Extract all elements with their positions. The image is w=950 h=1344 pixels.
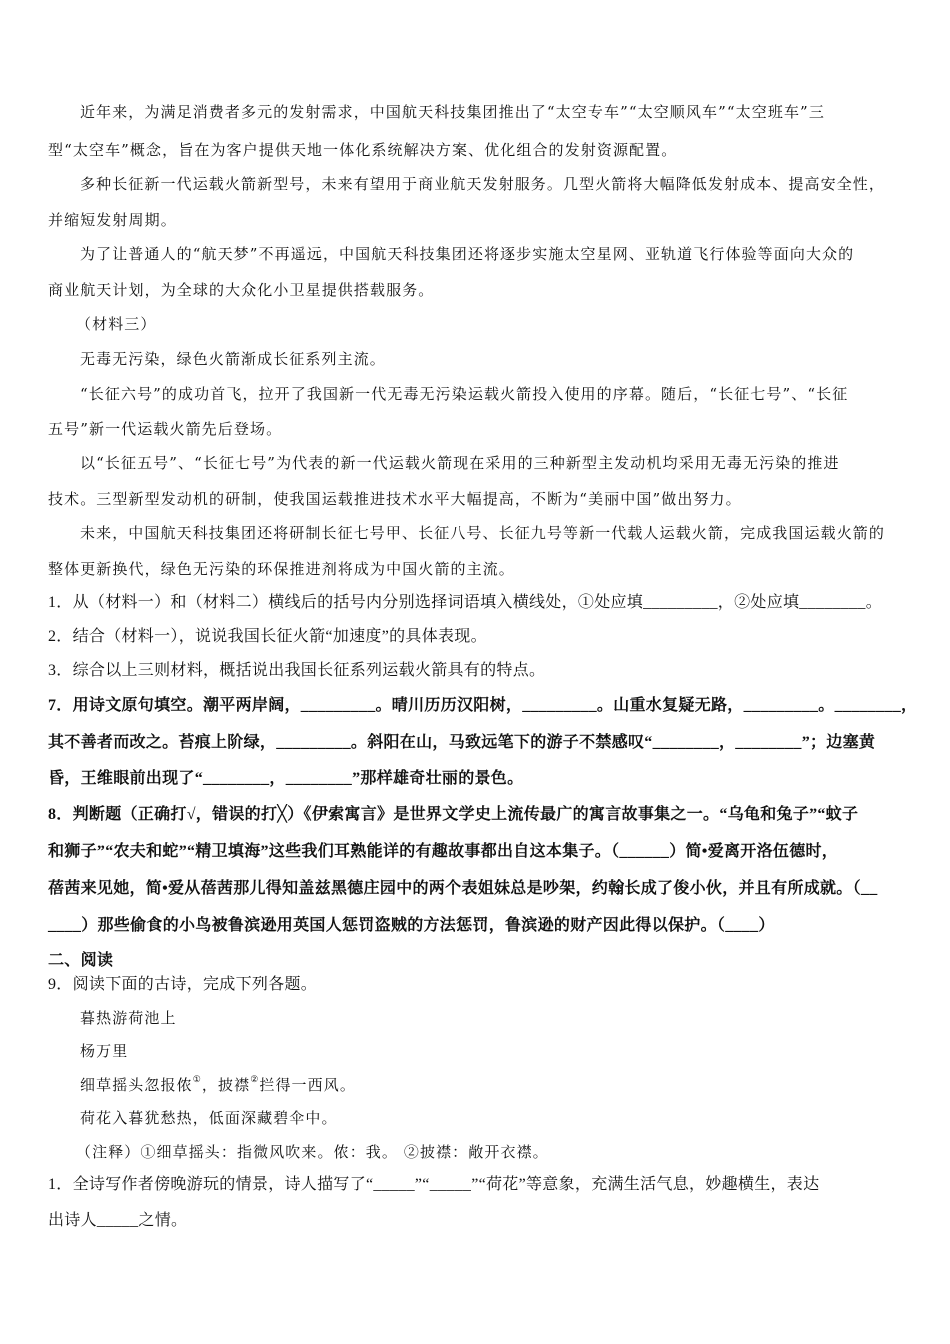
- poem-title: 暮热游荷池上: [80, 1009, 177, 1027]
- material3-heading: （材料三）: [76, 315, 157, 333]
- material2-paragraph3-line1: 为了让普通人的“航天梦”不再遥远，中国航天科技集团还将逐步实施太空星网、亚轨道飞行体验等面向大众的: [80, 245, 855, 263]
- question-8-line: 8．判断题（正确打√，错误的打╳）《伊索寓言》是世界文学史上流传最广的寓言故事集之一。“乌龟和兔子”“蚊子: [48, 806, 859, 823]
- question-7-line: 昏，王维眼前出现了“________，________”那样雄奇壮丽的景色。: [48, 770, 524, 787]
- poem-author: 杨万里: [80, 1042, 129, 1060]
- question-3: 3．综合以上三则材料，概括说出我国长征系列运载火箭具有的特点。: [48, 662, 546, 679]
- question-9-intro: 9．阅读下面的古诗，完成下列各题。: [48, 976, 318, 993]
- question-7-line: 其不善者而改之。苔痕上阶绿，_________。斜阳在山，马致远笔下的游子不禁感叹“________，________”；边塞黄: [48, 734, 876, 751]
- question-7-line: 7．用诗文原句填空。潮平两岸阔，_________。晴川历历汉阳树，_________。山重水复疑无路，_________。________，: [48, 697, 918, 714]
- footnote-marker: ①: [192, 1075, 202, 1085]
- verse-text: 细草摇头忽报侬: [80, 1076, 193, 1094]
- material2-paragraph1-line2: 型“太空车”概念，旨在为客户提供天地一体化系统解决方案、优化组合的发射资源配置。: [48, 141, 678, 159]
- material3-line: 无毒无污染，绿色火箭渐成长征系列主流。: [80, 350, 386, 368]
- material2-paragraph2-line1: 多种长征新一代运载火箭新型号，未来有望用于商业航天发射服务。几型火箭将大幅降低发射成本、提高安全性，: [80, 175, 886, 193]
- material3-line: 五号”新一代运载火箭先后登场。: [48, 420, 283, 438]
- material3-line: 未来，中国航天科技集团还将研制长征七号甲、长征八号、长征九号等新一代载人运载火箭，完成我国运载火箭的: [80, 524, 886, 542]
- material2-paragraph3-line2: 商业航天计划，为全球的大众化小卫星提供搭载服务。: [48, 281, 435, 299]
- question-1: 1．从（材料一）和（材料二）横线后的括号内分别选择词语填入横线处，①处应填_________，②处应填________。: [48, 594, 883, 611]
- verse-text: 拦得一西风。: [259, 1076, 356, 1094]
- verse-text: ，披襟: [201, 1076, 251, 1094]
- material2-paragraph1-line1: 近年来，为满足消费者多元的发射需求，中国航天科技集团推出了“太空专车”“太空顺风车”“太空班车”三: [80, 103, 825, 121]
- material3-line: 以“长征五号”、“长征七号”为代表的新一代运载火箭现在采用的三种新型主发动机均采用无毒无污染的推进: [80, 454, 840, 472]
- question-8-line: ____）那些偷食的小鸟被鲁滨逊用英国人惩罚盗贼的方法惩罚，鲁滨逊的财产因此得以保护。（____）: [48, 917, 775, 934]
- question-8-line: 蓓茜来见她，简•爱从蓓茜那儿得知盖兹黑德庄园中的两个表姐妹总是吵架，约翰长成了俊小伙，并且有所成就。（__: [48, 880, 878, 897]
- material3-line: “长征六号”的成功首飞，拉开了我国新一代无毒无污染运载火箭投入使用的序幕。随后，“长征七号”、“长征: [80, 385, 849, 403]
- question-8-line: 和狮子”“农夫和蛇”“精卫填海”这些我们耳熟能详的有趣故事都出自这本集子。（______）简•爱离开洛伍德时，: [48, 843, 839, 860]
- material3-line: 整体更新换代，绿色无污染的环保推进剂将成为中国火箭的主流。: [48, 560, 515, 578]
- question-9-sub1-line2: 出诗人_____之情。: [48, 1212, 188, 1229]
- question-9-sub1-line1: 1．全诗写作者傍晚游玩的情景，诗人描写了“_____”“_____”“荷花”等意象，充满生活气息，妙趣横生，表达: [48, 1176, 820, 1193]
- footnote-marker: ②: [250, 1075, 260, 1085]
- poem-verse-1: [80, 1075, 356, 1095]
- material2-paragraph2-line2: 并缩短发射周期。: [48, 211, 177, 229]
- question-2: 2．结合（材料一），说说我国长征火箭“加速度”的具体表现。: [48, 628, 487, 645]
- poem-note: （注释）①细草摇头：指微风吹来。侬：我。 ②披襟：敞开衣襟。: [76, 1143, 549, 1161]
- material3-line: 技术。三型新型发动机的研制，使我国运载推进技术水平大幅提高，不断为“美丽中国”做出努力。: [48, 490, 742, 508]
- poem-verse-2: 荷花入暮犹愁热，低面深藏碧伞中。: [80, 1109, 338, 1127]
- section-heading: 二、阅读: [48, 952, 114, 969]
